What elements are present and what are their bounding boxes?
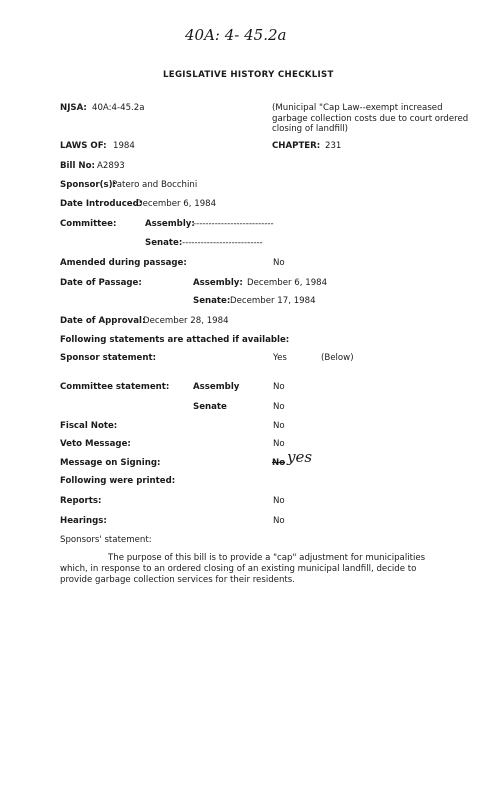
- fiscal-note-label: Fiscal Note:: [60, 421, 118, 431]
- laws-of-label: LAWS OF:: [60, 141, 107, 151]
- following-attached-heading: Following statements are attached if available:: [60, 335, 290, 345]
- message-on-signing-handwritten-value: yes: [287, 448, 313, 466]
- bill-description-note: (Municipal "Cap Law--exempt increased garbage collection costs due to court ordered closing of landfill): [272, 103, 469, 134]
- page-title: LEGISLATIVE HISTORY CHECKLIST: [163, 70, 334, 80]
- sponsors-value: Patero and Bocchini: [112, 180, 198, 190]
- sponsor-statement-extra: (Below): [321, 353, 354, 363]
- committee-statement-senate-value: No: [273, 402, 285, 412]
- veto-message-label: Veto Message:: [60, 439, 131, 449]
- passage-assembly-label: Assembly:: [193, 278, 243, 288]
- chapter-value: 231: [325, 141, 342, 151]
- following-printed-heading: Following were printed:: [60, 476, 176, 486]
- message-on-signing-label: Message on Signing:: [60, 458, 161, 468]
- date-introduced-value: December 6, 1984: [136, 199, 217, 209]
- amended-value: No: [273, 258, 285, 268]
- committee-statement-assembly-value: No: [273, 382, 285, 392]
- committee-statement-assembly-label: Assembly: [193, 382, 240, 392]
- bill-no-label: Bill No:: [60, 161, 95, 171]
- handwritten-reference: 40A: 4- 45.2a: [185, 26, 287, 44]
- date-of-passage-label: Date of Passage:: [60, 278, 142, 288]
- date-of-approval-value: December 28, 1984: [143, 316, 229, 326]
- reports-label: Reports:: [60, 496, 102, 506]
- committee-statement-senate-label: Senate: [193, 402, 227, 412]
- passage-assembly-value: December 6, 1984: [247, 278, 328, 288]
- chapter-label: CHAPTER:: [272, 141, 321, 151]
- fiscal-note-value: No: [273, 421, 285, 431]
- passage-senate-label: Senate:: [193, 296, 231, 306]
- veto-message-value: No: [273, 439, 285, 449]
- message-on-signing-struck-value: No: [272, 458, 286, 468]
- bill-no-value: A2893: [97, 161, 125, 171]
- reports-value: No: [273, 496, 285, 506]
- amended-label: Amended during passage:: [60, 258, 187, 268]
- committee-label: Committee:: [60, 219, 117, 229]
- date-of-approval-label: Date of Approval:: [60, 316, 146, 326]
- sponsors-statement-label: Sponsors' statement:: [60, 535, 152, 545]
- sponsors-label: Sponsor(s):: [60, 180, 117, 190]
- njsa-label: NJSA:: [60, 103, 87, 113]
- committee-senate-label: Senate:: [145, 238, 183, 248]
- sponsor-statement-label: Sponsor statement:: [60, 353, 157, 363]
- committee-statement-label: Committee statement:: [60, 382, 170, 392]
- sponsor-statement-value: Yes: [273, 353, 287, 363]
- hearings-value: No: [273, 516, 285, 526]
- laws-of-value: 1984: [113, 141, 135, 151]
- committee-senate-value: --------------------------: [182, 238, 263, 248]
- committee-assembly-label: Assembly:: [145, 219, 195, 229]
- date-introduced-label: Date Introduced:: [60, 199, 143, 209]
- committee-assembly-value: --------------------------: [193, 219, 274, 229]
- hearings-label: Hearings:: [60, 516, 107, 526]
- njsa-value: 40A:4-45.2a: [92, 103, 145, 113]
- passage-senate-value: December 17, 1984: [230, 296, 316, 306]
- sponsors-statement-text: The purpose of this bill is to provide a "cap" adjustment for municipalities which, in response to an ordered closing of an existing municipal landfill, decide to provide garbage collection services for their residents.: [60, 553, 426, 586]
